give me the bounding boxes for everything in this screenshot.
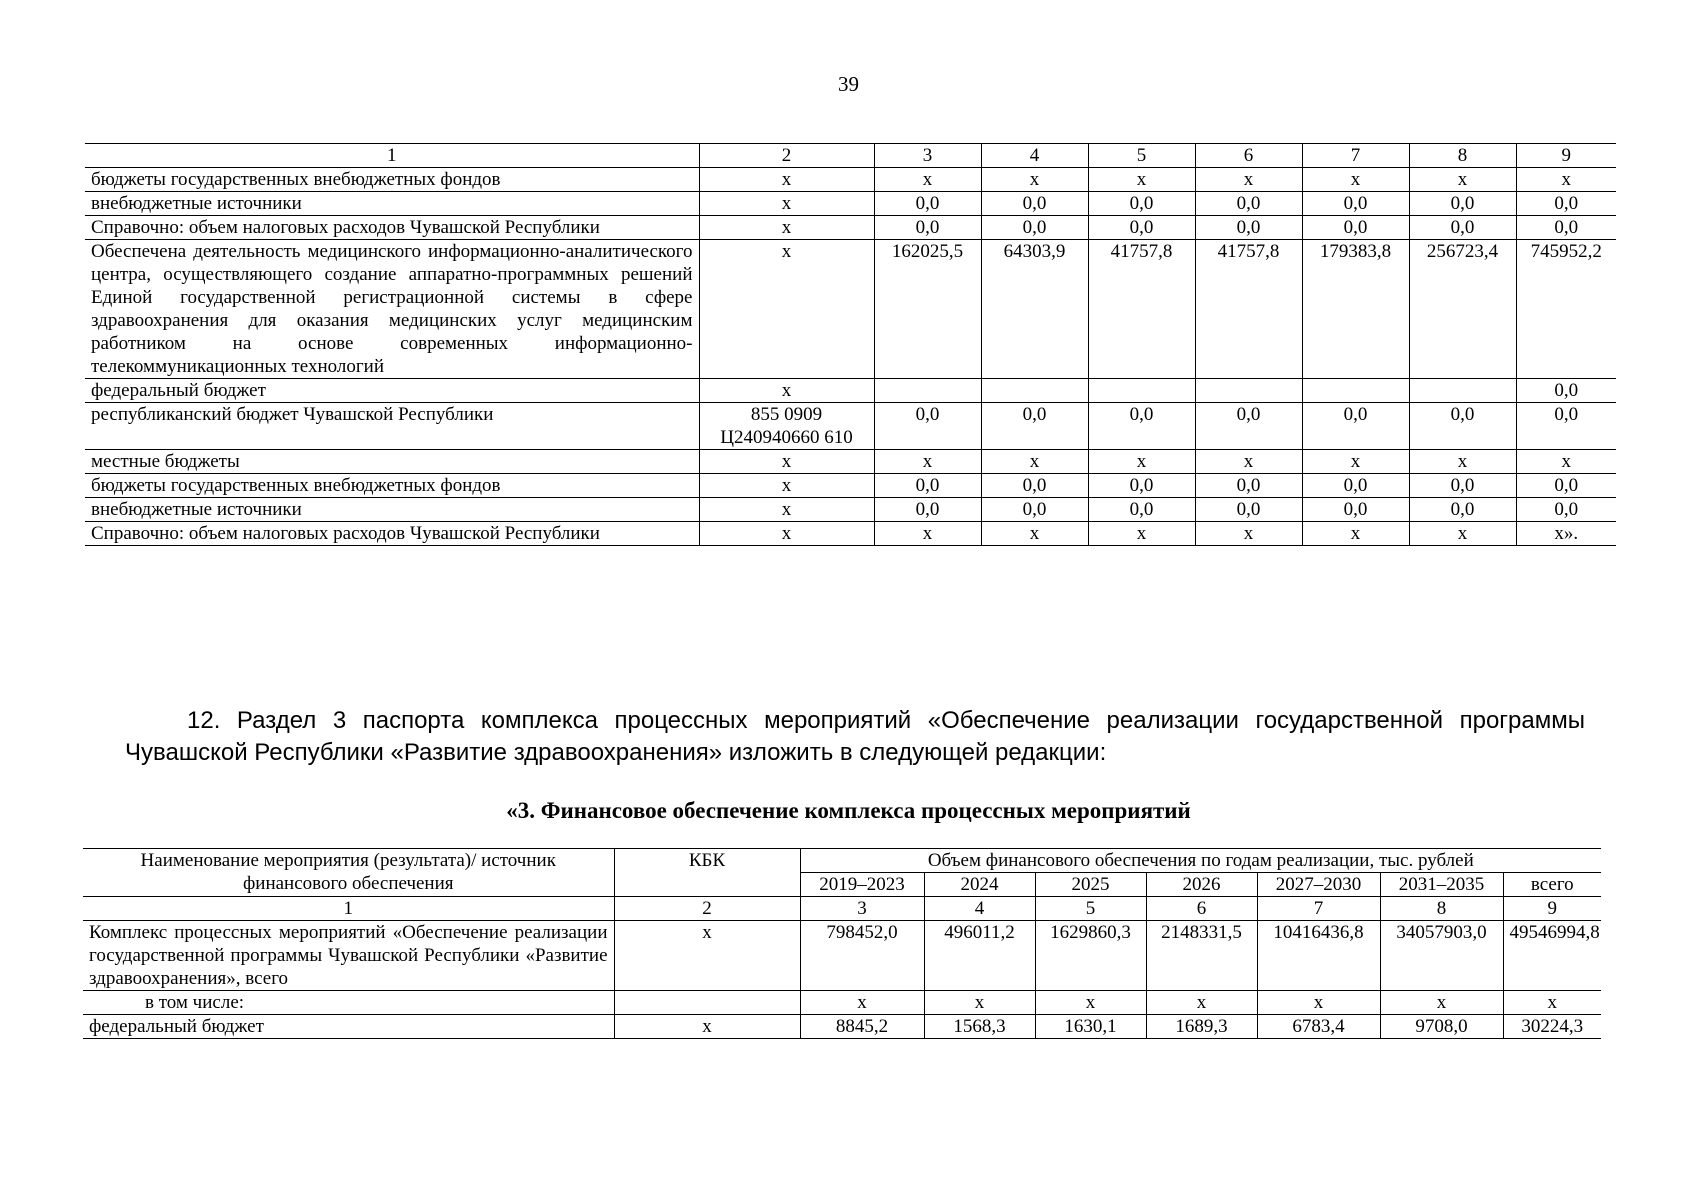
row-value-cell: 0,0 — [874, 403, 981, 450]
row-value-cell — [874, 379, 981, 403]
row-kbk-cell: х — [614, 1015, 800, 1039]
row-value-cell: х — [1257, 991, 1380, 1015]
table-row — [85, 522, 1616, 546]
row-value-cell: 64303,9 — [981, 240, 1088, 379]
row-name-cell: Комплекс процессных мероприятий «Обеспечение реализации государственной программы Чувашской Республики «Развитие здравоохранения», всего — [83, 921, 614, 991]
row-value-cell: х — [1302, 522, 1409, 546]
row-value-cell: 0,0 — [874, 498, 981, 522]
period-header-cell: 2027–2030 — [1257, 873, 1380, 897]
column-number-cell: 1 — [85, 144, 699, 168]
table-numbers-row — [83, 897, 1601, 921]
row-kbk-cell: х — [699, 522, 874, 546]
financing-table-section-3 — [83, 848, 1601, 1039]
column-number-cell: 4 — [981, 144, 1088, 168]
row-kbk-cell: х — [699, 379, 874, 403]
row-value-cell: х — [1516, 450, 1616, 474]
row-value-cell: х — [981, 522, 1088, 546]
row-value-cell: х — [1380, 991, 1503, 1015]
period-header-cell: 2026 — [1146, 873, 1257, 897]
row-value-cell: 0,0 — [1516, 403, 1616, 450]
row-value-cell: 0,0 — [1088, 498, 1195, 522]
row-value-cell: х». — [1516, 522, 1616, 546]
column-number-cell: 3 — [800, 897, 924, 921]
row-value-cell: х — [1146, 991, 1257, 1015]
row-value-cell: 1689,3 — [1146, 1015, 1257, 1039]
row-value-cell: 0,0 — [1516, 379, 1616, 403]
row-value-cell: 41757,8 — [1088, 240, 1195, 379]
row-value-cell: 2148331,5 — [1146, 921, 1257, 991]
period-header-cell: 2024 — [924, 873, 1035, 897]
row-name-cell: бюджеты государственных внебюджетных фондов — [85, 168, 699, 192]
column-number-cell: 9 — [1503, 897, 1601, 921]
table-row — [85, 403, 1616, 450]
row-value-cell: 41757,8 — [1195, 240, 1302, 379]
header-name-cell: Наименование мероприятия (результата)/ источник финансового обеспечения — [83, 849, 614, 897]
section-title: «3. Финансовое обеспечение комплекса процессных мероприятий — [506, 798, 1191, 823]
row-value-cell: 162025,5 — [874, 240, 981, 379]
row-value-cell: 0,0 — [981, 498, 1088, 522]
row-value-cell: 0,0 — [981, 474, 1088, 498]
table-row — [83, 1015, 1601, 1039]
row-value-cell: х — [981, 168, 1088, 192]
column-number-cell: 5 — [1088, 144, 1195, 168]
row-kbk-cell: 855 0909 Ц240940660 610 — [699, 403, 874, 450]
row-value-cell: 0,0 — [1088, 192, 1195, 216]
row-name-cell: Справочно: объем налоговых расходов Чувашской Республики — [85, 216, 699, 240]
table-row — [85, 192, 1616, 216]
row-value-cell: 9708,0 — [1380, 1015, 1503, 1039]
row-value-cell: х — [874, 168, 981, 192]
row-kbk-cell: х — [614, 921, 800, 991]
row-value-cell: 745952,2 — [1516, 240, 1616, 379]
row-value-cell: 6783,4 — [1257, 1015, 1380, 1039]
row-value-cell: х — [1409, 522, 1516, 546]
row-value-cell: 0,0 — [874, 192, 981, 216]
header-kbk-cell: КБК — [614, 849, 800, 897]
row-value-cell: 798452,0 — [800, 921, 924, 991]
row-value-cell: х — [1516, 168, 1616, 192]
row-name-cell: бюджеты государственных внебюджетных фондов — [85, 474, 699, 498]
row-value-cell: 0,0 — [1302, 216, 1409, 240]
column-number-cell: 4 — [924, 897, 1035, 921]
row-value-cell: 0,0 — [1302, 192, 1409, 216]
period-header-cell: всего — [1503, 873, 1601, 897]
row-value-cell: 0,0 — [1088, 216, 1195, 240]
table-row — [85, 216, 1616, 240]
row-value-cell: 0,0 — [981, 192, 1088, 216]
row-value-cell: х — [1088, 522, 1195, 546]
row-value-cell: 0,0 — [1409, 403, 1516, 450]
row-value-cell: х — [1088, 168, 1195, 192]
row-value-cell: х — [874, 450, 981, 474]
row-value-cell: 0,0 — [874, 216, 981, 240]
row-value-cell — [1195, 379, 1302, 403]
row-value-cell: 0,0 — [1302, 498, 1409, 522]
column-number-cell: 1 — [83, 897, 614, 921]
row-value-cell: х — [1409, 450, 1516, 474]
row-name-cell: в том числе: — [83, 991, 614, 1015]
row-value-cell: х — [1088, 450, 1195, 474]
row-value-cell: 0,0 — [1195, 403, 1302, 450]
table-row — [85, 379, 1616, 403]
row-kbk-cell: х — [699, 474, 874, 498]
row-name-cell: Справочно: объем налоговых расходов Чувашской Республики — [85, 522, 699, 546]
row-value-cell: 0,0 — [981, 403, 1088, 450]
row-value-cell: 0,0 — [1409, 192, 1516, 216]
table-row — [85, 240, 1616, 379]
row-value-cell: 34057903,0 — [1380, 921, 1503, 991]
column-number-cell: 6 — [1195, 144, 1302, 168]
column-number-cell: 3 — [874, 144, 981, 168]
row-value-cell: 0,0 — [1409, 474, 1516, 498]
column-number-cell: 9 — [1516, 144, 1616, 168]
row-value-cell: 0,0 — [1516, 498, 1616, 522]
row-value-cell: 0,0 — [981, 216, 1088, 240]
column-number-cell: 6 — [1146, 897, 1257, 921]
table-row — [83, 991, 1601, 1015]
row-kbk-cell — [614, 991, 800, 1015]
row-value-cell: х — [1503, 991, 1601, 1015]
amendment-paragraph: 12. Раздел 3 паспорта комплекса процессных мероприятий «Обеспечение реализации государственной программы Чувашской Республики «Развитие здравоохранения» изложить в следующей редакции: — [125, 707, 1585, 766]
row-name-cell: федеральный бюджет — [85, 379, 699, 403]
column-number-cell: 2 — [699, 144, 874, 168]
row-name-cell: местные бюджеты — [85, 450, 699, 474]
row-value-cell: х — [800, 991, 924, 1015]
row-name-cell: федеральный бюджет — [83, 1015, 614, 1039]
row-kbk-cell: х — [699, 240, 874, 379]
row-value-cell — [981, 379, 1088, 403]
column-number-cell: 8 — [1409, 144, 1516, 168]
row-name-cell: внебюджетные источники — [85, 192, 699, 216]
row-kbk-cell: х — [699, 498, 874, 522]
row-value-cell: х — [1302, 450, 1409, 474]
row-value-cell — [1088, 379, 1195, 403]
row-name-cell: внебюджетные источники — [85, 498, 699, 522]
row-kbk-cell: х — [699, 450, 874, 474]
row-value-cell: х — [1035, 991, 1146, 1015]
row-kbk-cell: х — [699, 192, 874, 216]
row-value-cell: 0,0 — [1195, 192, 1302, 216]
row-value-cell: 0,0 — [1302, 403, 1409, 450]
column-number-cell: 7 — [1257, 897, 1380, 921]
row-value-cell — [1409, 379, 1516, 403]
row-value-cell: 8845,2 — [800, 1015, 924, 1039]
row-value-cell: 0,0 — [1195, 498, 1302, 522]
period-header-cell: 2031–2035 — [1380, 873, 1503, 897]
row-value-cell: 179383,8 — [1302, 240, 1409, 379]
row-value-cell: х — [924, 991, 1035, 1015]
row-value-cell: 0,0 — [1195, 216, 1302, 240]
table-row — [83, 921, 1601, 991]
table-row — [85, 450, 1616, 474]
column-number-cell: 5 — [1035, 897, 1146, 921]
period-header-cell: 2019–2023 — [800, 873, 924, 897]
row-value-cell: 30224,3 — [1503, 1015, 1601, 1039]
column-number-cell: 7 — [1302, 144, 1409, 168]
column-number-cell: 2 — [614, 897, 800, 921]
row-value-cell: 1568,3 — [924, 1015, 1035, 1039]
row-value-cell: х — [874, 522, 981, 546]
table-header-row — [83, 849, 1601, 873]
row-value-cell — [1302, 379, 1409, 403]
row-kbk-cell: х — [699, 168, 874, 192]
row-value-cell: 0,0 — [1088, 403, 1195, 450]
row-value-cell: 10416436,8 — [1257, 921, 1380, 991]
table-row — [85, 498, 1616, 522]
row-value-cell: 256723,4 — [1409, 240, 1516, 379]
row-kbk-cell: х — [699, 216, 874, 240]
table-number-row — [85, 144, 1616, 168]
row-value-cell: 0,0 — [1516, 192, 1616, 216]
row-value-cell: 0,0 — [1195, 474, 1302, 498]
row-value-cell: 0,0 — [1516, 474, 1616, 498]
row-value-cell: х — [981, 450, 1088, 474]
row-value-cell: 0,0 — [874, 474, 981, 498]
column-number-cell: 8 — [1380, 897, 1503, 921]
header-volume-cell: Объем финансового обеспечения по годам реализации, тыс. рублей — [800, 849, 1601, 873]
row-value-cell: 49546994,8 — [1503, 921, 1601, 991]
row-value-cell: 0,0 — [1409, 498, 1516, 522]
row-value-cell: 0,0 — [1409, 216, 1516, 240]
row-value-cell: х — [1302, 168, 1409, 192]
row-value-cell: 0,0 — [1516, 216, 1616, 240]
table-row — [85, 474, 1616, 498]
row-value-cell: х — [1195, 450, 1302, 474]
row-name-cell: республиканский бюджет Чувашской Республики — [85, 403, 699, 450]
table-row — [85, 168, 1616, 192]
row-value-cell: 1630,1 — [1035, 1015, 1146, 1039]
row-value-cell: 1629860,3 — [1035, 921, 1146, 991]
financing-table-continued — [85, 143, 1616, 546]
page-number: 39 — [838, 72, 859, 96]
row-value-cell: х — [1195, 168, 1302, 192]
row-value-cell: 0,0 — [1088, 474, 1195, 498]
row-value-cell: 496011,2 — [924, 921, 1035, 991]
period-header-cell: 2025 — [1035, 873, 1146, 897]
row-value-cell: 0,0 — [1302, 474, 1409, 498]
row-name-cell: Обеспечена деятельность медицинского информационно-аналитического центра, осуществляющего создание аппаратно-программных решений Единой государственной регистрационной системы в сфере здравоохранения для оказания медицинских услуг медицинским работником на основе современных информационно-телекоммуникационных технологий — [85, 240, 699, 379]
row-value-cell: х — [1409, 168, 1516, 192]
row-value-cell: х — [1195, 522, 1302, 546]
